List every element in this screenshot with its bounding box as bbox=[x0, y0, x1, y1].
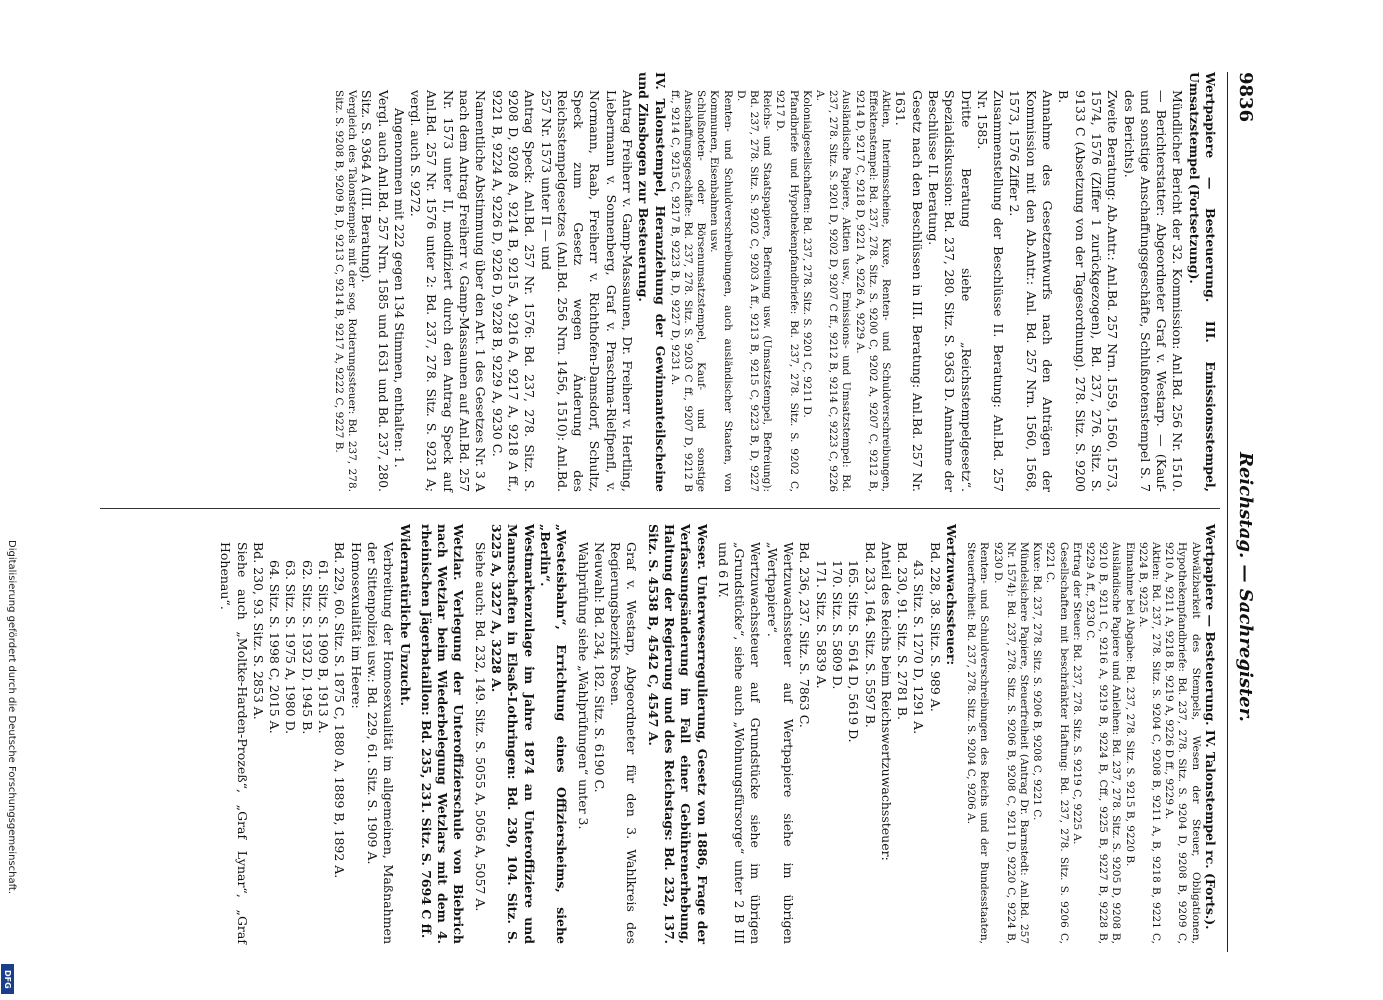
entry-line: Zusammenstellung der Beschlüsse II. Beratung: Anl.Bd. 257 Nr. 1585. bbox=[974, 90, 1007, 492]
entry-line: Ausländische Papiere und Anleihen: Bd. 237, 278. Sitz. S. 9205 D, 9208 B, 9210 B, 9211 C, 9216 A, 9219 B, 9224 B, Cff., 9225 B, 9227 B, 9228 B, 9229 A ff., 9230 C. bbox=[1084, 542, 1123, 944]
entry-line: Gesetz nach den Beschlüssen in III. Beratung: Anl.Bd. 257 Nr. 1631. bbox=[893, 90, 925, 492]
entry-line: 61. Sitz. S. 1909 B, 1913 A. bbox=[316, 560, 332, 734]
entry-line: Vergleich des Talonstempels mit der sog. Rotierungssteuer: Bd. 237, 278. Sitz. S. 9208 B, 9209 B, D, 9213 C, 9214 B, 9217 A, 9222 C, 9227 B. bbox=[332, 90, 358, 492]
entry-line: Vergl. auch Anl.Bd. 257 Nrn. 1585 und 1631 und Bd. 237, 280. Sitz. S. 9364 A (III. Beratung). bbox=[359, 90, 391, 492]
entry-line: Kolonialgesellschaften: Bd. 237, 278. Sitz. S. 9201 C, 9211 D. bbox=[800, 90, 813, 418]
entry-line: Ertrag der Steuer: Bd. 237, 278. Sitz. S. 9219 C, 9225 A. bbox=[1070, 542, 1083, 845]
entry-line: Einnahme bei Abgabe: Bd. 237, 278. Sitz. S. 9215 B, 9220 B. bbox=[1123, 542, 1136, 867]
page-number: 9836 bbox=[1235, 72, 1256, 123]
entry-line: Bd. 228, 38. Sitz. S. 989 A. bbox=[927, 542, 943, 712]
entry-line: Renten- und Schuldverschreibungen des Reichs und der Bundesstaaten, Steuerfreiheit: Bd. 237, 278. Sitz. S. 9204 C, 9206 A. bbox=[965, 542, 991, 944]
entry-heading: Wertpapiere — Besteuerung. III. Emissionsstempel, Umsatzstempel (Fortsetzung). bbox=[1186, 72, 1218, 492]
digitization-credit: Digitalisierung gefördert durch die Deutsche Forschungsgemeinschaft. bbox=[6, 540, 17, 895]
entry-line: Anteil des Reichs beim Reichswertzuwachssteuer: bbox=[878, 542, 894, 861]
entry-line: Annahme des Gesetzentwurfs nach den Anträgen der Kommission mit den Ab.Antr.: Anl. Bd. 257 Nrn. 1560, 1568, 1573, 1576 Ziffer 2. bbox=[1007, 90, 1056, 492]
entry-line: Bd. 233, 164. Sitz. S. 5597 B. bbox=[862, 542, 878, 728]
entry-line: 165. Sitz. S. 5614 D, 5619 D. bbox=[846, 560, 862, 743]
entry-line: Bd. 229, 60. Sitz. S. 1875 C, 1880 A, 1889 B, 1892 A. bbox=[332, 542, 348, 879]
entry-line: Pfandbriefe und Hypothekenpfandbriefe: Bd. 237, 278. Sitz. S. 9202 C, 9217 D. bbox=[774, 90, 800, 492]
entry-heading: Wetzlar. Verlegung der Unteroffizierschule von Biebrich nach Wetzlar beim Wiederbelegung Wetzlars mit dem 4. rheinischen Jägerbataillon: Bd. 235, 231. Sitz. S. 7694 C ff. bbox=[418, 524, 467, 944]
entry-line: Neuwahl: Bd. 234, 182. Sitz. S. 6190 C. bbox=[591, 542, 607, 793]
entry-heading: Westmarkenzulage im Jahre 1874 an Unteroffiziere und Mannschaften in Elsaß-Lothringen: Bd. 230, 104. Sitz. S. 3225 A, 3227 A, 3228 A. bbox=[489, 524, 537, 944]
entry-heading: Widernatürliche Unzucht. bbox=[397, 524, 413, 706]
entry-line: Gesellschaften mit beschränkter Haftung: Bd. 237, 278. Sitz. S. 9206 C, 9221 C. bbox=[1044, 542, 1070, 944]
running-title: Reichstag. — Sachregister. bbox=[1235, 452, 1256, 722]
entry-line: 170. Sitz. S. 5809 D. bbox=[829, 560, 845, 690]
entry-line: Antrag Speck: Anl.Bd. 257 Nr. 1576: Bd. 237, 278. Sitz. S. 9208 D, 9208 A, 9214 B, 9215 A, 9216 A, 9217 A, 9218 A ff., 9221 B, 9224 A, 9226 D, 9226 D, 9228 B, 9229 A, 9230 C. bbox=[489, 90, 538, 492]
entry-line: Wertzuwachssteuer auf Wertpapiere siehe im übrigen „Wertpapiere“. bbox=[764, 542, 797, 944]
entry-line: Bd. 236, 237. Sitz. S. 7863 C. bbox=[797, 542, 813, 728]
header-rule bbox=[1227, 72, 1228, 952]
entry-line: Namentliche Abstimmung über den Art. 1 des Gesetzes Nr. 3 A nach dem Antrag Freiherr v. Gamp-Massaunen auf Anl.Bd. 257 Nr. 1573 unter II, modifiziert durch den Antrag Speck auf Anl.Bd. 257 Nr. 1576 unter 2: Bd. 237, 278. Sitz. S. 9231 A; vergl. auch S. 9272. bbox=[408, 90, 489, 492]
entry-line: Mündlicher Bericht der 32. Kommission: Anl.Bd. 256 Nr. 1510. — Berichterstatter: Abgeordneter Graf v. Westarp. — (Kauf- und sonstige Anschaffungsgeschäfte, Schlußnotenstempel S. 7 des Berichts). bbox=[1121, 90, 1186, 492]
left-column bbox=[332, 72, 1218, 492]
dfg-logo bbox=[1, 964, 14, 998]
entry-line: 64. Sitz. S. 1998 C, 2015 A. bbox=[267, 560, 283, 734]
page-footer bbox=[1, 540, 15, 990]
entry-line: Abwälzbarkeit des Stempels, Wesen der Steuer, Obligationen, Hypothekenpfandbriefe: Bd. 237, 278. Sitz. S. 9204 D, 9208 B, 9209 C, 9210 A, 9211 A, 9218 B, 9219 A, 9226 D ff., 9229 A. bbox=[1163, 542, 1202, 944]
entry-line: Bd. 230, 91. Sitz. S. 2781 B. bbox=[895, 542, 911, 720]
entry-line: Ausländische Papiere, Aktien usw., Emissions- und Umsatzstempel: Bd. 237, 278. Sitz. S. 9201 D, 9202 D, 9207 C ff., 9212 B, 9214 C, 9223 C, 9226 A. bbox=[814, 90, 853, 492]
dfg-logo-text: DFG bbox=[1, 964, 14, 994]
entry-line: Graf v. Westarp, Abgeordneter für den 3. Wahlkreis des Regierungsbezirks Posen. bbox=[608, 542, 640, 944]
entry-line: 43. Sitz. S. 1270 D, 1291 A. bbox=[911, 560, 927, 735]
entry-heading: Wertzuwachssteuer: bbox=[944, 524, 960, 666]
entry-line: Homosexualität im Heere: bbox=[348, 542, 364, 709]
entry-line: Siehe auch „Moltke-Harden-Prozeß“, „Graf Lynar“, „Graf Hohenau“. bbox=[218, 542, 250, 944]
right-column bbox=[217, 524, 1218, 944]
entry-line: Bd. 230, 93. Sitz. S. 2853 A. bbox=[250, 542, 266, 720]
entry-line: Zweite Beratung: Ab.Antr.: Anl.Bd. 257 Nrn. 1559, 1560, 1573, 1574, 1576 (Ziffer 1 zurückgezogen), Bd. 237, 276. Sitz. S. 9133 C (Absetzung von der Tagesordnung). 278. Sitz. S. 9200 B. bbox=[1056, 90, 1121, 492]
entry-line: 63. Sitz. S. 1975 A, 1980 D. bbox=[283, 560, 299, 735]
entry-line: Wertzuwachssteuer auf Grundstücke siehe im übrigen „Grundstücke“, siehe auch „Wohnungsfürsorge“ unter 2 B III und 6 IV. bbox=[715, 542, 764, 944]
entry-line: Kuxe: Bd. 237, 278. Sitz. S. 9206 B, 9208 C, 9221 C. bbox=[1031, 542, 1044, 821]
entry-line: 171. Sitz. S. 5839 A. bbox=[813, 560, 829, 689]
page-header bbox=[1220, 72, 1260, 952]
entry-heading: Weser. Unterweserregulierung, Gesetz von 1886, Frage der Verfassungsänderung im Fall einer Gebührenerhebung, Haltung der Regierung und des Reichstags: Bd. 232, 137. Sitz. S. 4538 B, 4542 C, 4547 A. bbox=[645, 524, 710, 944]
entry-line: Angenommen mit 222 gegen 134 Stimmen, enthalten: 1. bbox=[391, 108, 407, 468]
entry-line: Schlußnoten- oder Börsenumsatzstempel, Kauf- und sonstige Anschaffungsgeschäfte: Bd. 237, 278. Sitz. S. 9203 C ff., 9207 D, 9212 B ff., 9214 C, 9215 C, 9217 B, 9223 B, D, 9227 D, 9231 A. bbox=[668, 90, 708, 492]
entry-line: Aktien, Interimsscheine, Kuxe, Renten- und Schuldverschreibungen, Effektenstempel: Bd. 237, 278. Sitz. S. 9200 C, 9202 A, 9207 C, 9212 B, 9214 D, 9217 C, 9218 D, 9221 A, 9226 A, 9229 A. bbox=[853, 90, 893, 492]
entry-line: Antrag Freiherr v. Gamp-Massaunen, Dr. Freiherr v. Hertling, Liebermann v. Sonnenberg, Graf v. Praschma-Rielfpenfl, v. Normann, Raab, Freiherr v. Richthofen-Damsdorf, Schultz, Speck zum Gesetz wegen Änderung des Reichsstempelgesetzes (Anl.Bd. 256 Nrn. 1456, 1510): Anl.Bd. 257 Nr. 1573 unter II — und bbox=[538, 90, 636, 492]
entry-line: Dritte Beratung siehe „Reichsstempelgesetz“. Spezialdiskussion: Bd. 237, 280. Sitz. S. 9363 D. Annahme der Beschlüsse II. Beratung. bbox=[925, 90, 974, 492]
entry-heading: IV. Talonstempel, Heranziehung der Gewinnanteilscheine und Zinsbogen zur Besteuerung. bbox=[636, 72, 668, 492]
entry-heading: „Westeisbahn“, Errichtung eines Offiziersheims, siehe „Berlin“. bbox=[537, 524, 570, 944]
entry-line: Siehe auch: Bd. 232, 149. Sitz. S. 5055 A, 5056 A, 5057 A. bbox=[472, 542, 488, 912]
entry-line: Renten- und Schuldverschreibungen, auch ausländischer Staaten, von Kommunen, Eisenbahnen usw. bbox=[708, 90, 734, 492]
entry-line: Aktien: Bd. 237, 278. Sitz. S. 9204 C, 9208 B, 9211 A, B, 9218 B, 9221 C, 9224 B, 9225 A. bbox=[1136, 542, 1163, 944]
entry-line: Reichs- und Staatspapiere, Befreiung usw. (Umsatzstempel, Befreiung): Bd. 237, 278. Sitz. S. 9202 C, 9203 A ff., 9213 B, 9215 C, 9223 B, D, 9227 D. bbox=[734, 90, 774, 492]
entry-line: Verbreitung der Homosexualität im allgemeinen, Maßnahmen der Sittenpolizei usw.: Bd. 229, 61. Sitz. S. 1909 A. bbox=[364, 542, 397, 944]
entry-line: Wahlprüfung siehe „Wahlprüfungen“ unter 3. bbox=[575, 542, 591, 830]
entry-line: Mündelsichere Papiere, Steuerfreiheit (Antrag Dr. Barnstedt: Anl.Bd. 257 Nr. 1574): Bd. 237, 278. Sitz. S. 9206 B, 9208 C, 9211 D, 9220 C, 9224 B, 9230 D. bbox=[991, 542, 1031, 944]
scanned-page bbox=[60, 72, 1260, 952]
entry-line: 62. Sitz. S. 1932 D, 1945 B. bbox=[299, 560, 315, 735]
column-divider bbox=[100, 508, 1220, 509]
entry-heading: Wertpapiere — Besteuerung. IV. Talonstempel rc. (Forts.). bbox=[1203, 524, 1218, 930]
